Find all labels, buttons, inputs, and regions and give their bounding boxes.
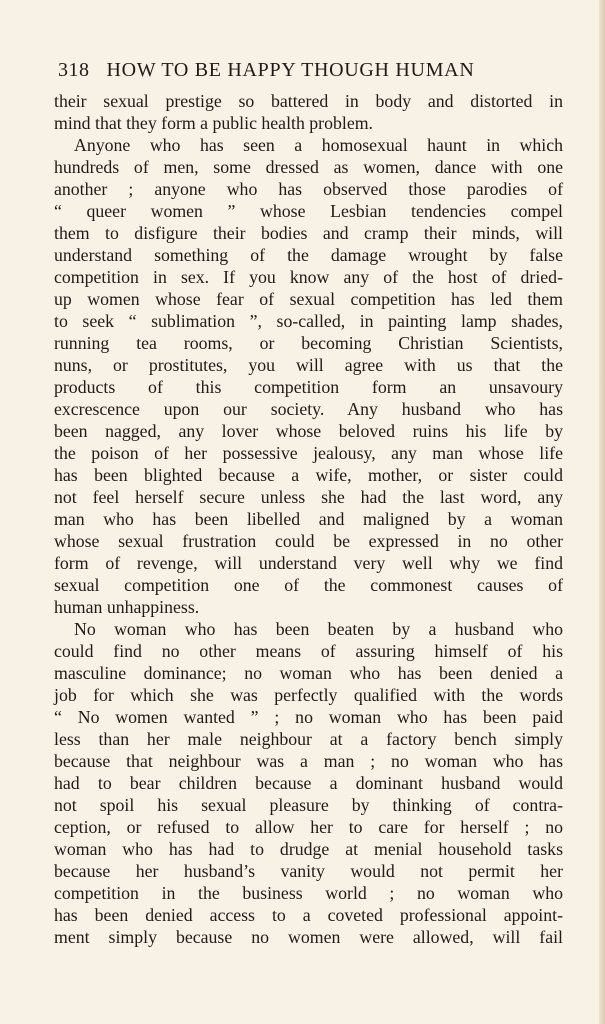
- text-line: had to bear children because a dominant husband would: [54, 773, 563, 793]
- text-line: been nagged, any lover whose beloved ruins his life by: [54, 421, 563, 441]
- text-line: excrescence upon our society. Any husband who has: [54, 399, 563, 419]
- text-line: sexual competition one of the commonest causes of: [54, 575, 563, 595]
- text-line: because that neighbour was a man ; no woman who has: [54, 751, 563, 771]
- text-line: the poison of her possessive jealousy, any man whose life: [54, 443, 563, 463]
- text-line: nuns, or prostitutes, you will agree with us that the: [54, 355, 563, 375]
- paragraph-first-line: Anyone who has seen a homosexual haunt in which: [74, 135, 563, 155]
- body-text: [54, 90, 563, 960]
- running-head: HOW TO BE HAPPY THOUGH HUMAN: [106, 59, 475, 81]
- text-line: form of revenge, will understand very well why we find: [54, 553, 563, 573]
- text-line: competition in sex. If you know any of the host of dried-: [54, 267, 563, 287]
- text-line: hundreds of men, some dressed as women, dance with one: [54, 157, 563, 177]
- text-line: could find no other means of assuring himself of his: [54, 641, 563, 661]
- text-line: them to disfigure their bodies and cramp their minds, will: [54, 223, 563, 243]
- text-line: up women whose fear of sexual competition has led them: [54, 289, 563, 309]
- text-line: job for which she was perfectly qualified with the words: [54, 685, 563, 705]
- paragraph-first-line: No woman who has been beaten by a husband who: [74, 619, 563, 639]
- text-line: to seek “ sublimation ”, so-called, in painting lamp shades,: [54, 311, 563, 331]
- text-line: another ; anyone who has observed those parodies of: [54, 179, 563, 199]
- text-line: ception, or refused to allow her to care for herself ; no: [54, 817, 563, 837]
- text-line: masculine dominance; no woman who has been denied a: [54, 663, 563, 683]
- page-header: [58, 56, 563, 84]
- text-line: their sexual prestige so battered in body and distorted in: [54, 91, 563, 111]
- text-line: whose sexual frustration could be expressed in no other: [54, 531, 563, 551]
- text-line: has been denied access to a coveted professional appoint-: [54, 905, 563, 925]
- text-line: running tea rooms, or becoming Christian Scientists,: [54, 333, 563, 353]
- text-line: “ queer women ” whose Lesbian tendencies compel: [54, 201, 563, 221]
- text-line: not spoil his sexual pleasure by thinking of contra-: [54, 795, 563, 815]
- text-line: products of this competition form an unsavoury: [54, 377, 563, 397]
- text-line: man who has been libelled and maligned by a woman: [54, 509, 563, 529]
- text-line: ment simply because no women were allowed, will fail: [54, 927, 563, 947]
- text-line: less than her male neighbour at a factory bench simply: [54, 729, 563, 749]
- text-line: human unhappiness.: [54, 597, 200, 617]
- text-line: mind that they form a public health problem.: [54, 113, 373, 133]
- text-line: woman who has had to drudge at menial household tasks: [54, 839, 563, 859]
- page-gutter: [599, 0, 605, 1024]
- text-line: “ No women wanted ” ; no woman who has been paid: [54, 707, 563, 727]
- text-line: not feel herself secure unless she had the last word, any: [54, 487, 563, 507]
- text-line: understand something of the damage wrought by false: [54, 245, 563, 265]
- text-line: has been blighted because a wife, mother, or sister could: [54, 465, 563, 485]
- text-line: competition in the business world ; no woman who: [54, 883, 563, 903]
- page-number: 318: [58, 59, 90, 81]
- text-line: because her husband’s vanity would not permit her: [54, 861, 563, 881]
